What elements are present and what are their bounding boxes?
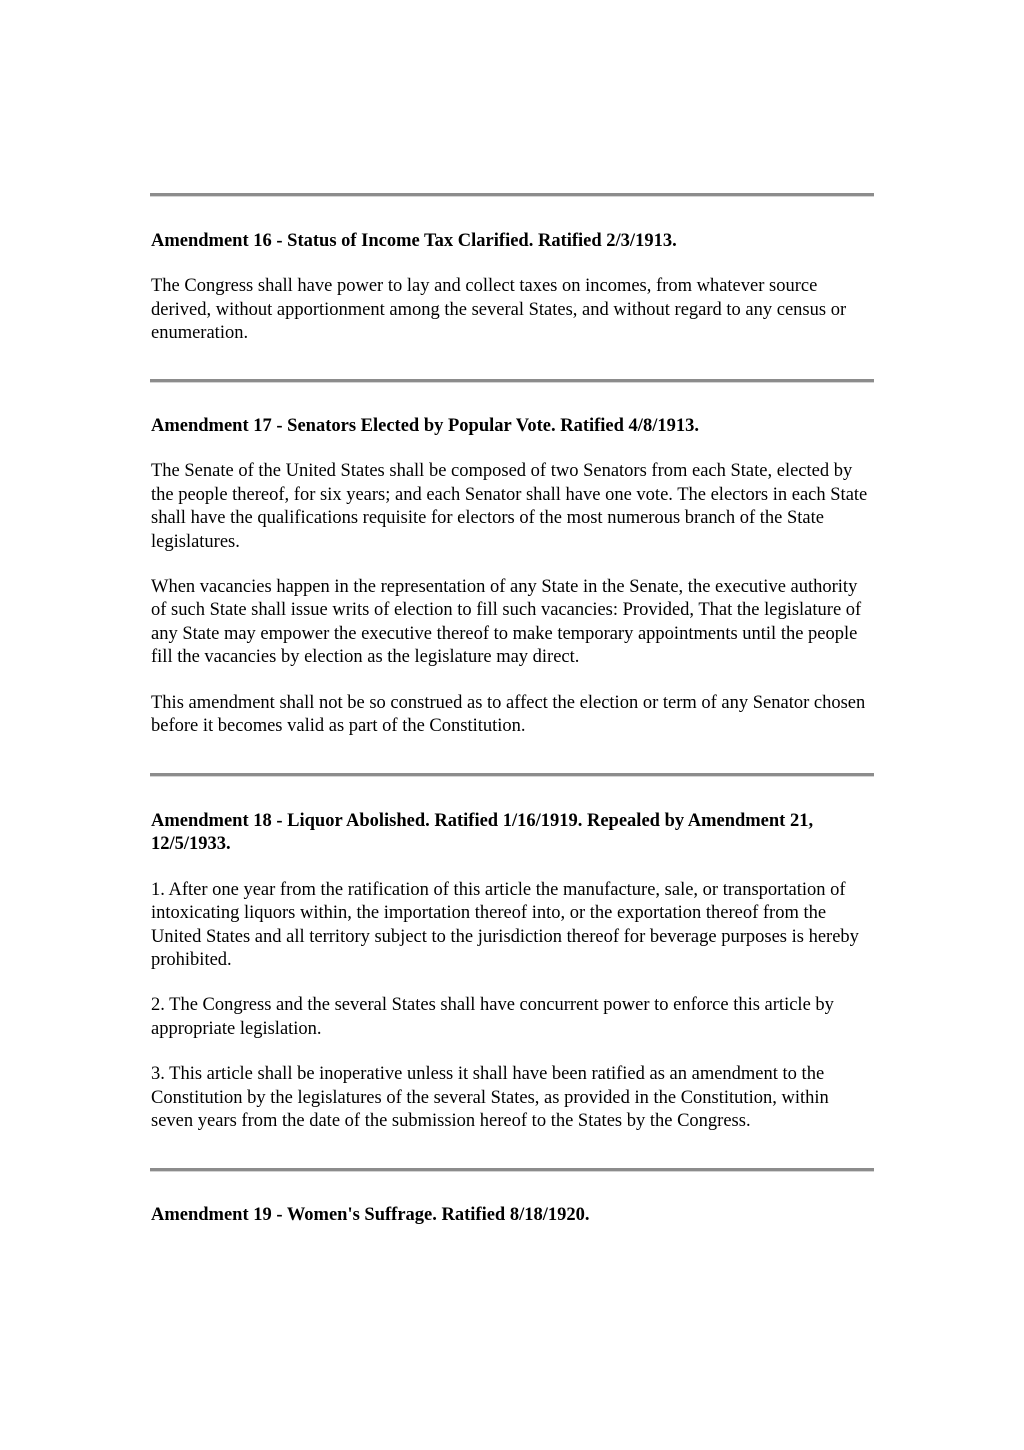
amendment-18 — [151, 810, 875, 1133]
amendment-17 — [151, 415, 875, 738]
amendment-paragraph: The Congress shall have power to lay and collect taxes on incomes, from whatever source derived, without apportionment among the several States, and without regard to any census or enumeration. — [151, 276, 847, 344]
amendment-heading: Amendment 17 - Senators Elected by Popular Vote. Ratified 4/8/1913. — [151, 416, 699, 436]
amendment-paragraph: 1. After one year from the ratification of this article the manufacture, sale, or transportation of intoxicating liquors within, the importation thereof into, or the exportation thereof from the United States and all territory subject to the jurisdiction thereof for beverage purposes is hereby prohibited. — [151, 879, 859, 971]
amendment-paragraph: 2. The Congress and the several States shall have concurrent power to enforce this article by appropriate legislation. — [151, 995, 834, 1039]
horizontal-rule — [150, 379, 874, 383]
amendment-heading: Amendment 18 - Liquor Abolished. Ratified 1/16/1919. Repealed by Amendment 21, 12/5/1933. — [151, 811, 814, 855]
amendment-heading: Amendment 16 - Status of Income Tax Clarified. Ratified 2/3/1913. — [151, 231, 677, 251]
horizontal-rule — [150, 1168, 874, 1172]
amendment-paragraph: The Senate of the United States shall be composed of two Senators from each State, elected by the people thereof, for six years; and each Senator shall have one vote. The electors in each State shall have the qualifications requisite for electors of the most numerous branch of the State legislatures. — [151, 461, 868, 552]
amendment-heading: Amendment 19 - Women's Suffrage. Ratified 8/18/1920. — [151, 1205, 590, 1225]
amendment-paragraph: This amendment shall not be so construed as to affect the election or term of any Senator chosen before it becomes valid as part of the Constitution. — [151, 692, 866, 737]
horizontal-rule — [150, 773, 874, 777]
amendment-16 — [151, 230, 875, 346]
amendment-paragraph: When vacancies happen in the representation of any State in the Senate, the executive authority of such State shall issue writs of election to fill such vacancies: Provided, That the legislature of any State may empower the executive thereof to make temporary appointments until the people fill the vacancies by election as the legislature may direct. — [151, 577, 862, 668]
amendment-paragraph: 3. This article shall be inoperative unless it shall have been ratified as an amendment to the Constitution by the legislatures of the several States, as provided in the Constitution, within seven years from the date of the submission hereof to the States by the Congress. — [151, 1064, 829, 1132]
amendment-19 — [151, 1204, 875, 1227]
horizontal-rule — [150, 193, 874, 197]
